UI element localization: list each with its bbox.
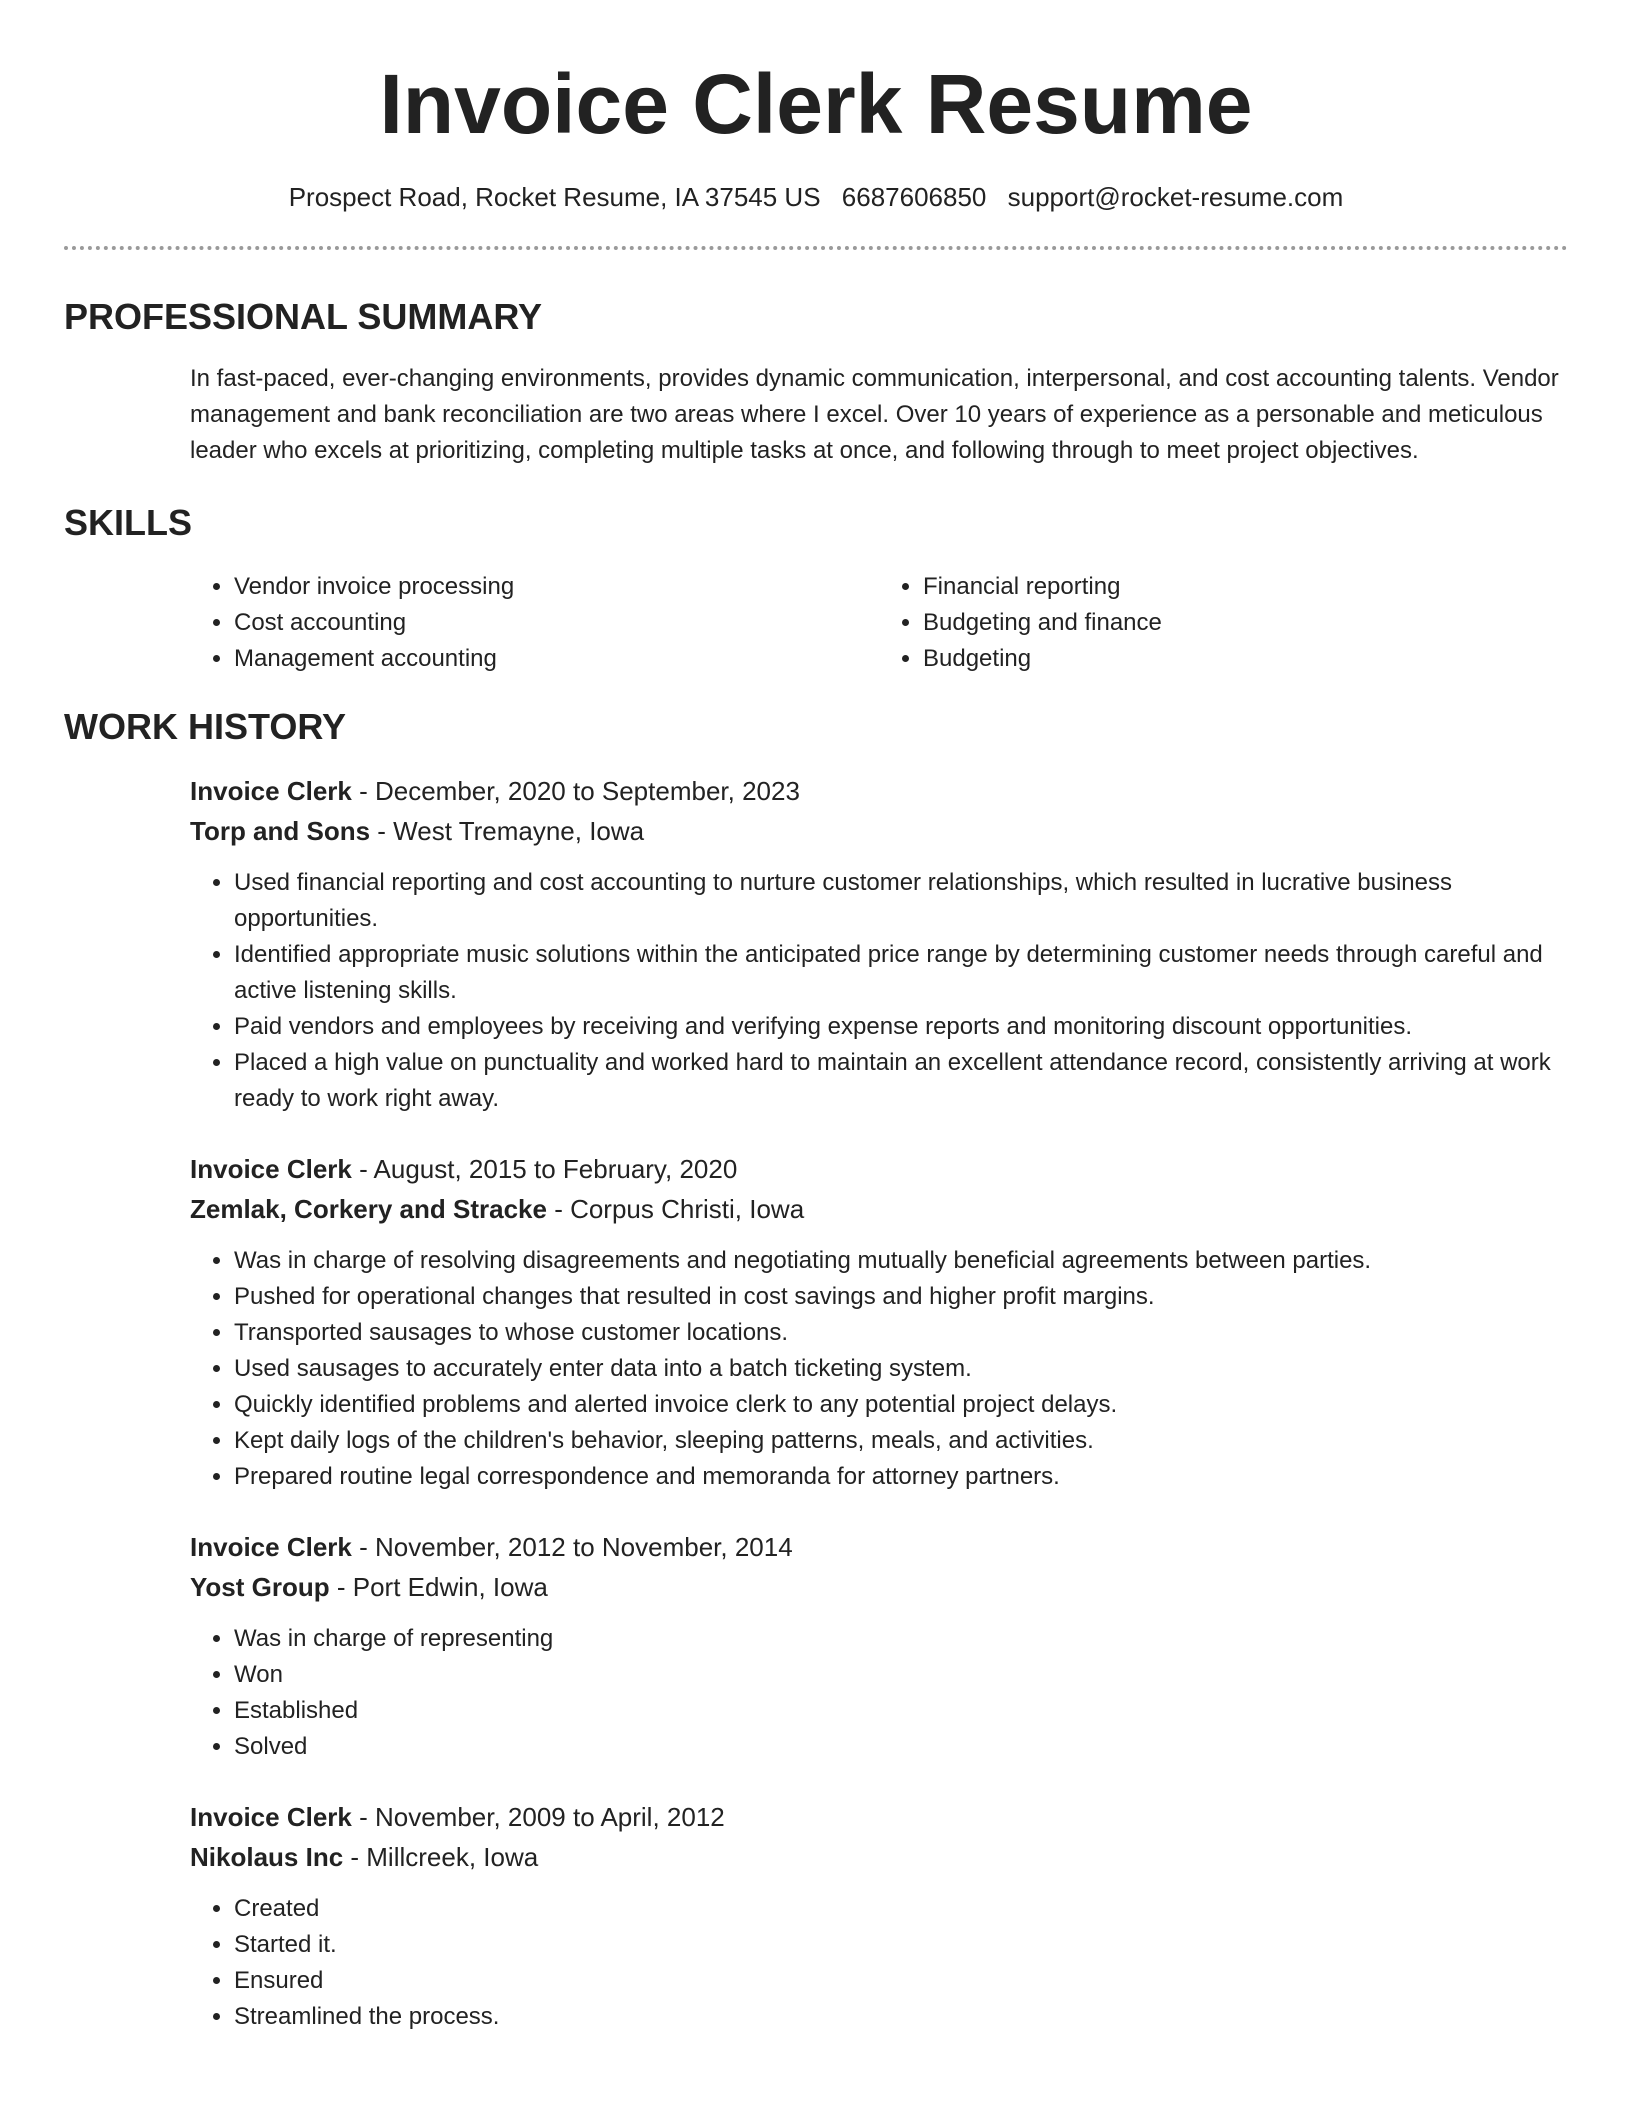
- job-company-line: [190, 1837, 1568, 1877]
- job-location: - Port Edwin, Iowa: [329, 1572, 548, 1602]
- skill-item: • Budgeting: [923, 641, 1568, 677]
- skill-item: • Cost accounting: [234, 605, 879, 641]
- job-dates: - December, 2020 to September, 2023: [351, 776, 800, 806]
- job-title: Invoice Clerk: [190, 1532, 352, 1562]
- job-title: Invoice Clerk: [190, 1154, 352, 1184]
- job-company: Torp and Sons: [190, 816, 371, 846]
- job-company-line: [190, 811, 1568, 851]
- job-title-line: [190, 1527, 1568, 1567]
- job-bullets: [190, 1243, 1568, 1495]
- job-company-line: [190, 1567, 1568, 1607]
- job-bullet: • Quickly identified problems and alerted invoice clerk to any potential project delays.: [234, 1387, 1568, 1423]
- job-dates: - November, 2012 to November, 2014: [351, 1532, 793, 1562]
- job-bullet: • Solved: [234, 1729, 1568, 1765]
- job-bullet: • Streamlined the process.: [234, 1999, 1568, 2035]
- skill-item: • Financial reporting: [923, 569, 1568, 605]
- job-bullet: • Was in charge of representing: [234, 1621, 1568, 1657]
- job-entry: [190, 771, 1568, 1117]
- job-bullet: • Used financial reporting and cost accounting to nurture customer relationships, which resulted in lucrative business opportunities.: [234, 865, 1568, 937]
- job-bullet: • Created: [234, 1891, 1568, 1927]
- job-bullet: • Transported sausages to whose customer locations.: [234, 1315, 1568, 1351]
- resume-title: Invoice Clerk Resume: [379, 57, 1253, 151]
- skill-item: • Management accounting: [234, 641, 879, 677]
- job-bullet: • Prepared routine legal correspondence and memoranda for attorney partners.: [234, 1459, 1568, 1495]
- job-bullets: [190, 1891, 1568, 2035]
- job-title-line: [190, 771, 1568, 811]
- summary-heading: PROFESSIONAL SUMMARY: [64, 296, 543, 337]
- job-entry: [190, 1149, 1568, 1495]
- skills-column-left: [190, 569, 879, 677]
- job-bullet: • Ensured: [234, 1963, 1568, 1999]
- job-company-line: [190, 1189, 1568, 1229]
- work-history-heading: WORK HISTORY: [64, 706, 347, 747]
- job-bullets: [190, 865, 1568, 1117]
- job-dates: - November, 2009 to April, 2012: [351, 1802, 725, 1832]
- contact-email: support@rocket-resume.com: [1007, 182, 1344, 212]
- job-bullet: • Used sausages to accurately enter data into a batch ticketing system.: [234, 1351, 1568, 1387]
- skill-item: • Vendor invoice processing: [234, 569, 879, 605]
- job-dates: - August, 2015 to February, 2020: [351, 1154, 738, 1184]
- job-bullet: • Paid vendors and employees by receiving and verifying expense reports and monitoring discount opportunities.: [234, 1009, 1568, 1045]
- job-title-line: [190, 1149, 1568, 1189]
- skills-column-right: [879, 569, 1568, 677]
- job-company: Nikolaus Inc: [190, 1842, 344, 1872]
- header-divider: [64, 246, 1568, 250]
- contact-line: [64, 180, 1568, 214]
- job-bullet: • Started it.: [234, 1927, 1568, 1963]
- job-location: - Corpus Christi, Iowa: [546, 1194, 805, 1224]
- job-bullets: [190, 1621, 1568, 1765]
- skills-grid: [190, 569, 1568, 677]
- job-entry: [190, 1797, 1568, 2035]
- contact-address: Prospect Road, Rocket Resume, IA 37545 US: [288, 182, 821, 212]
- job-bullet: • Identified appropriate music solutions within the anticipated price range by determining customer needs through careful and active listening skills.: [234, 937, 1568, 1009]
- contact-phone: 6687606850: [841, 182, 987, 212]
- skill-item: • Budgeting and finance: [923, 605, 1568, 641]
- job-bullet: • Placed a high value on punctuality and worked hard to maintain an excellent attendance record, consistently arriving at work ready to work right away.: [234, 1045, 1568, 1117]
- job-bullet: • Won: [234, 1657, 1568, 1693]
- summary-text: In fast-paced, ever-changing environments, provides dynamic communication, interpersonal, and cost accounting talents. Vendor management and bank reconciliation are two areas where I excel. Over 10 years of experience as a personable and meticulous leader who excels at prioritizing, completing multiple tasks at once, and following through to meet project objectives.: [190, 365, 1559, 464]
- job-title: Invoice Clerk: [190, 776, 352, 806]
- job-title: Invoice Clerk: [190, 1802, 352, 1832]
- skills-heading: SKILLS: [64, 502, 193, 543]
- job-location: - West Tremayne, Iowa: [370, 816, 645, 846]
- job-company: Zemlak, Corkery and Stracke: [190, 1194, 547, 1224]
- job-bullet: • Kept daily logs of the children's behavior, sleeping patterns, meals, and activities.: [234, 1423, 1568, 1459]
- job-company: Yost Group: [190, 1572, 330, 1602]
- job-bullet: • Established: [234, 1693, 1568, 1729]
- job-entry: [190, 1527, 1568, 1765]
- job-location: - Millcreek, Iowa: [343, 1842, 539, 1872]
- job-bullet: • Pushed for operational changes that resulted in cost savings and higher profit margins.: [234, 1279, 1568, 1315]
- job-bullet: • Was in charge of resolving disagreements and negotiating mutually beneficial agreements between parties.: [234, 1243, 1568, 1279]
- job-title-line: [190, 1797, 1568, 1837]
